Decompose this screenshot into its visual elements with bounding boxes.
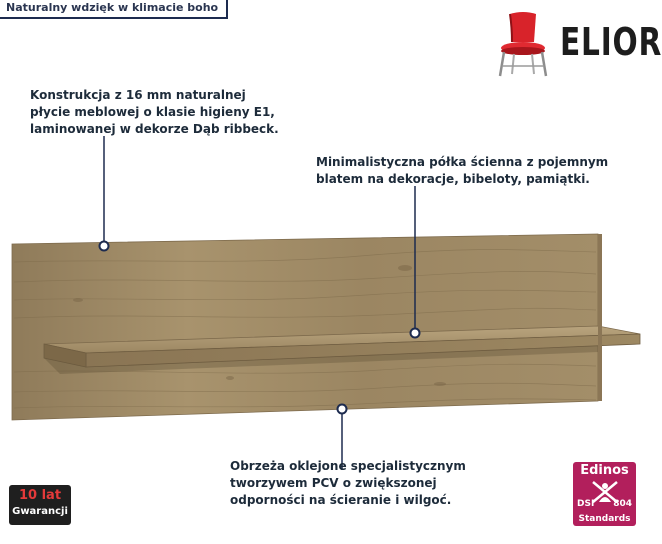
callout-shelf-line-2: blatem na dekoracje, bibeloty, pamiątki. [316,172,590,186]
edinos-standards-badge [573,462,636,526]
callout-edges-line-2: tworzywem PCV o zwiększonej [230,476,437,490]
callout-shelf [316,154,608,188]
callout-edges [230,458,466,509]
edinos-standards: Standards [578,514,631,524]
callout-construction-line-3: laminowanej w dekorze Dąb ribbeck. [30,122,279,136]
callout-shelf-line-1: Minimalistyczna półka ścienna z pojemnym [316,155,609,169]
warranty-label: Gwarancji [12,506,68,517]
callout-construction [30,87,279,138]
warranty-badge [9,485,71,525]
callout-edges-line-3: odporności na ścieranie i wilgoć. [230,493,452,507]
brand-name: ELIOR [560,20,662,64]
callout-construction-line-1: Konstrukcja z 16 mm naturalnej [30,88,246,102]
callout-edges-line-1: Obrzeża oklejone specjalistycznym [230,459,466,473]
warranty-years: 10 lat [18,488,62,503]
edinos-name: Edinos [580,463,629,478]
page-title: Naturalny wdzięk w klimacie boho [0,0,228,19]
edinos-number: 804 [613,499,632,509]
edinos-dsi: DSI [577,499,595,509]
callout-construction-line-2: płycie meblowej o klasie higieny E1, [30,105,275,119]
